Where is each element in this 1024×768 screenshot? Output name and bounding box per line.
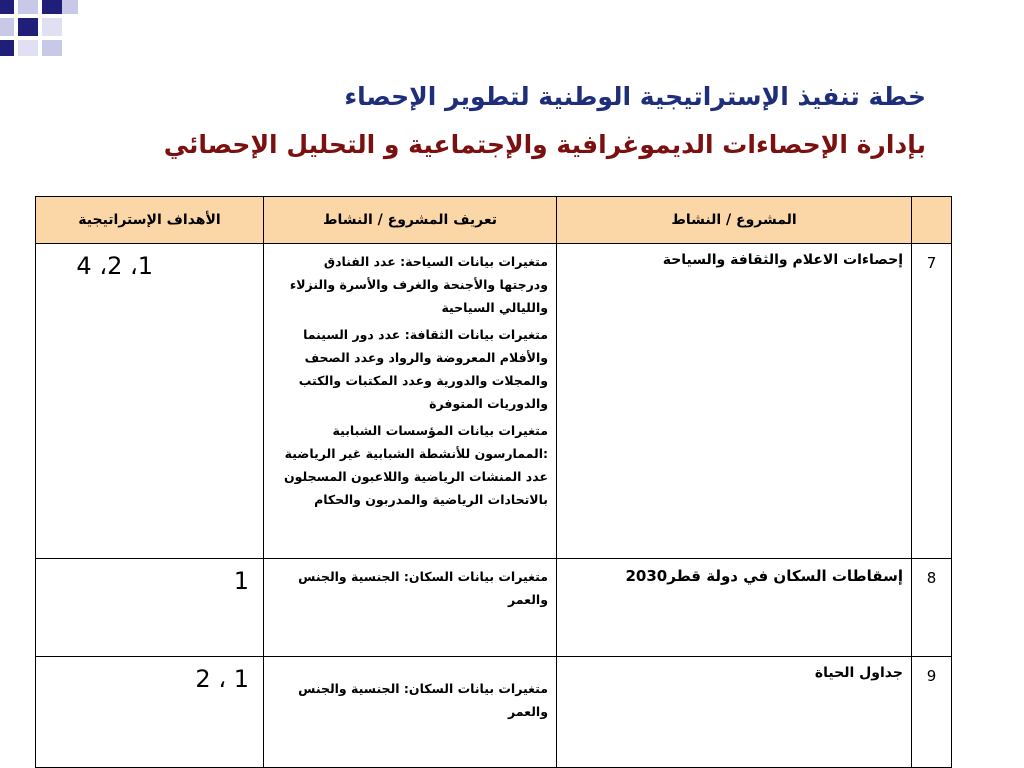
definition-paragraph: متغيرات بيانات المؤسسات الشبابية :الممارسون للأنشطة الشبابية غير الرياضية عدد المنشات الرياضية واللاعبون المسجلون بالاتحادات الرياضية والمدربون والحكام	[283, 423, 548, 507]
row-project: جداول الحياة	[557, 657, 912, 768]
row-goals: 1، 2، 4	[36, 244, 264, 559]
decor-square	[0, 0, 14, 14]
decor-square	[18, 40, 38, 56]
row-project: إسقاطات السكان في دولة قطر2030	[557, 559, 912, 657]
header-goals: الأهداف الإستراتيجية	[36, 197, 264, 244]
row-goals: 1	[36, 559, 264, 657]
header-number	[912, 197, 952, 244]
row-project: إحصاءات الاعلام والثقافة والسياحة	[557, 244, 912, 559]
row-number: 7	[912, 244, 952, 559]
definition-paragraph: متغيرات بيانات السياحة: عدد الفنادق ودرجتها والأجنحة والغرف والأسرة والنزلاء والليالي السياحية	[289, 254, 548, 315]
decor-square	[62, 0, 78, 14]
decor-square	[18, 18, 38, 36]
table-row	[36, 559, 952, 657]
slide-subtitle: بإدارة الإحصاءات الديموغرافية والإجتماعية و التحليل الإحصائي	[163, 130, 926, 159]
slide-title: خطة تنفيذ الإستراتيجية الوطنية لتطوير الإحصاء	[344, 82, 926, 111]
table-header-row	[36, 197, 952, 244]
definition-paragraph: متغيرات بيانات السكان: الجنسية والجنس والعمر	[298, 681, 548, 719]
row-definition	[264, 657, 557, 768]
definition-paragraph: متغيرات بيانات السكان: الجنسية والجنس والعمر	[298, 569, 548, 607]
table-row	[36, 657, 952, 768]
decor-square	[42, 40, 62, 56]
row-definition	[264, 559, 557, 657]
header-project: المشروع / النشاط	[557, 197, 912, 244]
decor-square	[0, 18, 14, 36]
plan-table	[35, 196, 952, 768]
table-row	[36, 244, 952, 559]
decor-square	[42, 18, 62, 36]
row-number: 9	[912, 657, 952, 768]
row-definition	[264, 244, 557, 559]
decor-square	[42, 0, 62, 14]
row-goals: 1 ، 2	[36, 657, 264, 768]
decor-square	[0, 40, 14, 56]
definition-paragraph: متغيرات بيانات الثقافة: عدد دور السينما والأفلام المعروضة والرواد وعدد الصحف والمجلات والدورية وعدد المكتبات والكتب والدوريات المتوفرة	[298, 327, 548, 411]
row-number: 8	[912, 559, 952, 657]
header-definition: تعريف المشروع / النشاط	[264, 197, 557, 244]
decor-square	[18, 0, 38, 14]
